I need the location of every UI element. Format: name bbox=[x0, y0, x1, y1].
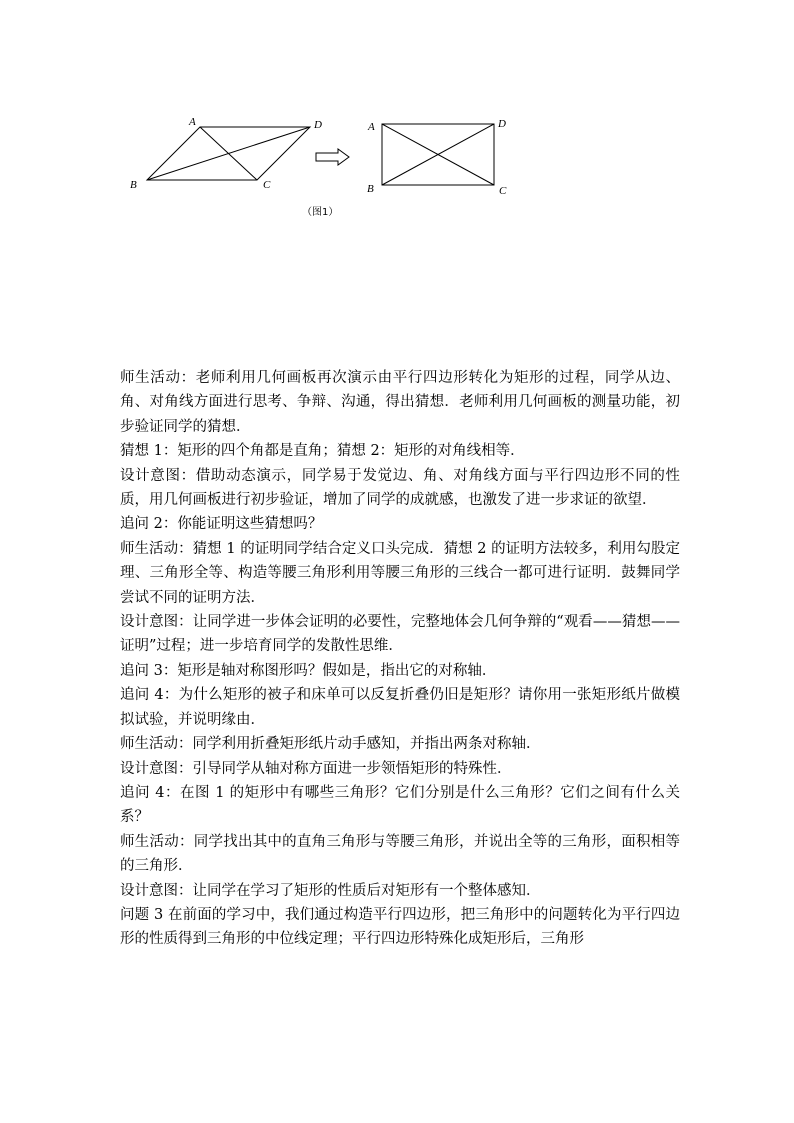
rect-vertex-label-c: C bbox=[499, 185, 507, 197]
paragraph: 师生活动：老师利用几何画板再次演示由平行四边形转化为矩形的过程，同学从边、角、对角线方面进行思考、争辩、沟通，得出猜想．老师利用几何画板的测量功能，初步验证同学的猜想． bbox=[120, 370, 680, 435]
paragraph: 设计意图：引导同学从轴对称方面进一步领悟矩形的特殊性． bbox=[120, 760, 512, 777]
paragraph: 追问 4：在图 1 的矩形中有哪些三角形？它们分别是什么三角形？它们之间有什么关系？ bbox=[120, 784, 680, 826]
paragraph: 追问 3：矩形是轴对称图形吗？假如是，指出它的对称轴． bbox=[120, 662, 497, 679]
vertex-label-c: C bbox=[263, 179, 271, 191]
paragraph: 师生活动：同学找出其中的直角三角形与等腰三角形，并说出全等的三角形，面积相等的三角形． bbox=[120, 833, 680, 875]
paragraph: 问题 3 在前面的学习中，我们通过构造平行四边形，把三角形中的问题转化为平行四边形的性质得到三角形的中位线定理；平行四边形特殊化成矩形后，三角形 bbox=[120, 906, 680, 948]
paragraph: 追问 4：为什么矩形的被子和床单可以反复折叠仍旧是矩形？请你用一张矩形纸片做模拟试验，并说明缘由． bbox=[120, 687, 680, 728]
rect-vertex-label-a: A bbox=[368, 121, 375, 133]
geometry-diagram bbox=[110, 108, 540, 208]
body-text bbox=[120, 366, 680, 952]
vertex-label-a: A bbox=[189, 116, 196, 128]
rect-vertex-label-d: D bbox=[498, 118, 506, 130]
vertex-label-b: B bbox=[130, 179, 137, 191]
parallelogram-diagonal-bd bbox=[147, 127, 310, 180]
rect-vertex-label-b: B bbox=[367, 183, 374, 195]
paragraph: 师生活动：同学利用折叠矩形纸片动手感知，并指出两条对称轴． bbox=[120, 736, 541, 753]
paragraph: 设计意图：借助动态演示，同学易于发觉边、角、对角线方面与平行四边形不同的性质，用几何画板进行初步验证，增加了同学的成就感，也激发了进一步求证的欲望． bbox=[120, 467, 680, 509]
transform-arrow-icon bbox=[316, 149, 349, 165]
paragraph: 猜想 1：矩形的四个角都是直角；猜想 2：矩形的对角线相等． bbox=[120, 443, 525, 460]
paragraph: 设计意图：让同学在学习了矩形的性质后对矩形有一个整体感知． bbox=[120, 882, 541, 899]
paragraph: 追问 2：你能证明这些猜想吗？ bbox=[120, 516, 323, 533]
paragraph: 设计意图：让同学进一步体会证明的必要性，完整地体会几何争辩的“观看——猜想——证明”过程；进一步培育同学的发散性思维． bbox=[120, 614, 680, 655]
figure-caption: （图1） bbox=[302, 207, 339, 218]
vertex-label-d: D bbox=[314, 119, 322, 131]
paragraph: 师生活动：猜想 1 的证明同学结合定义口头完成．猜想 2 的证明方法较多，利用勾股定理、三角形全等、构造等腰三角形利用等腰三角形的三线合一都可进行证明．鼓舞同学尝试不同的证明方法． bbox=[120, 540, 680, 606]
